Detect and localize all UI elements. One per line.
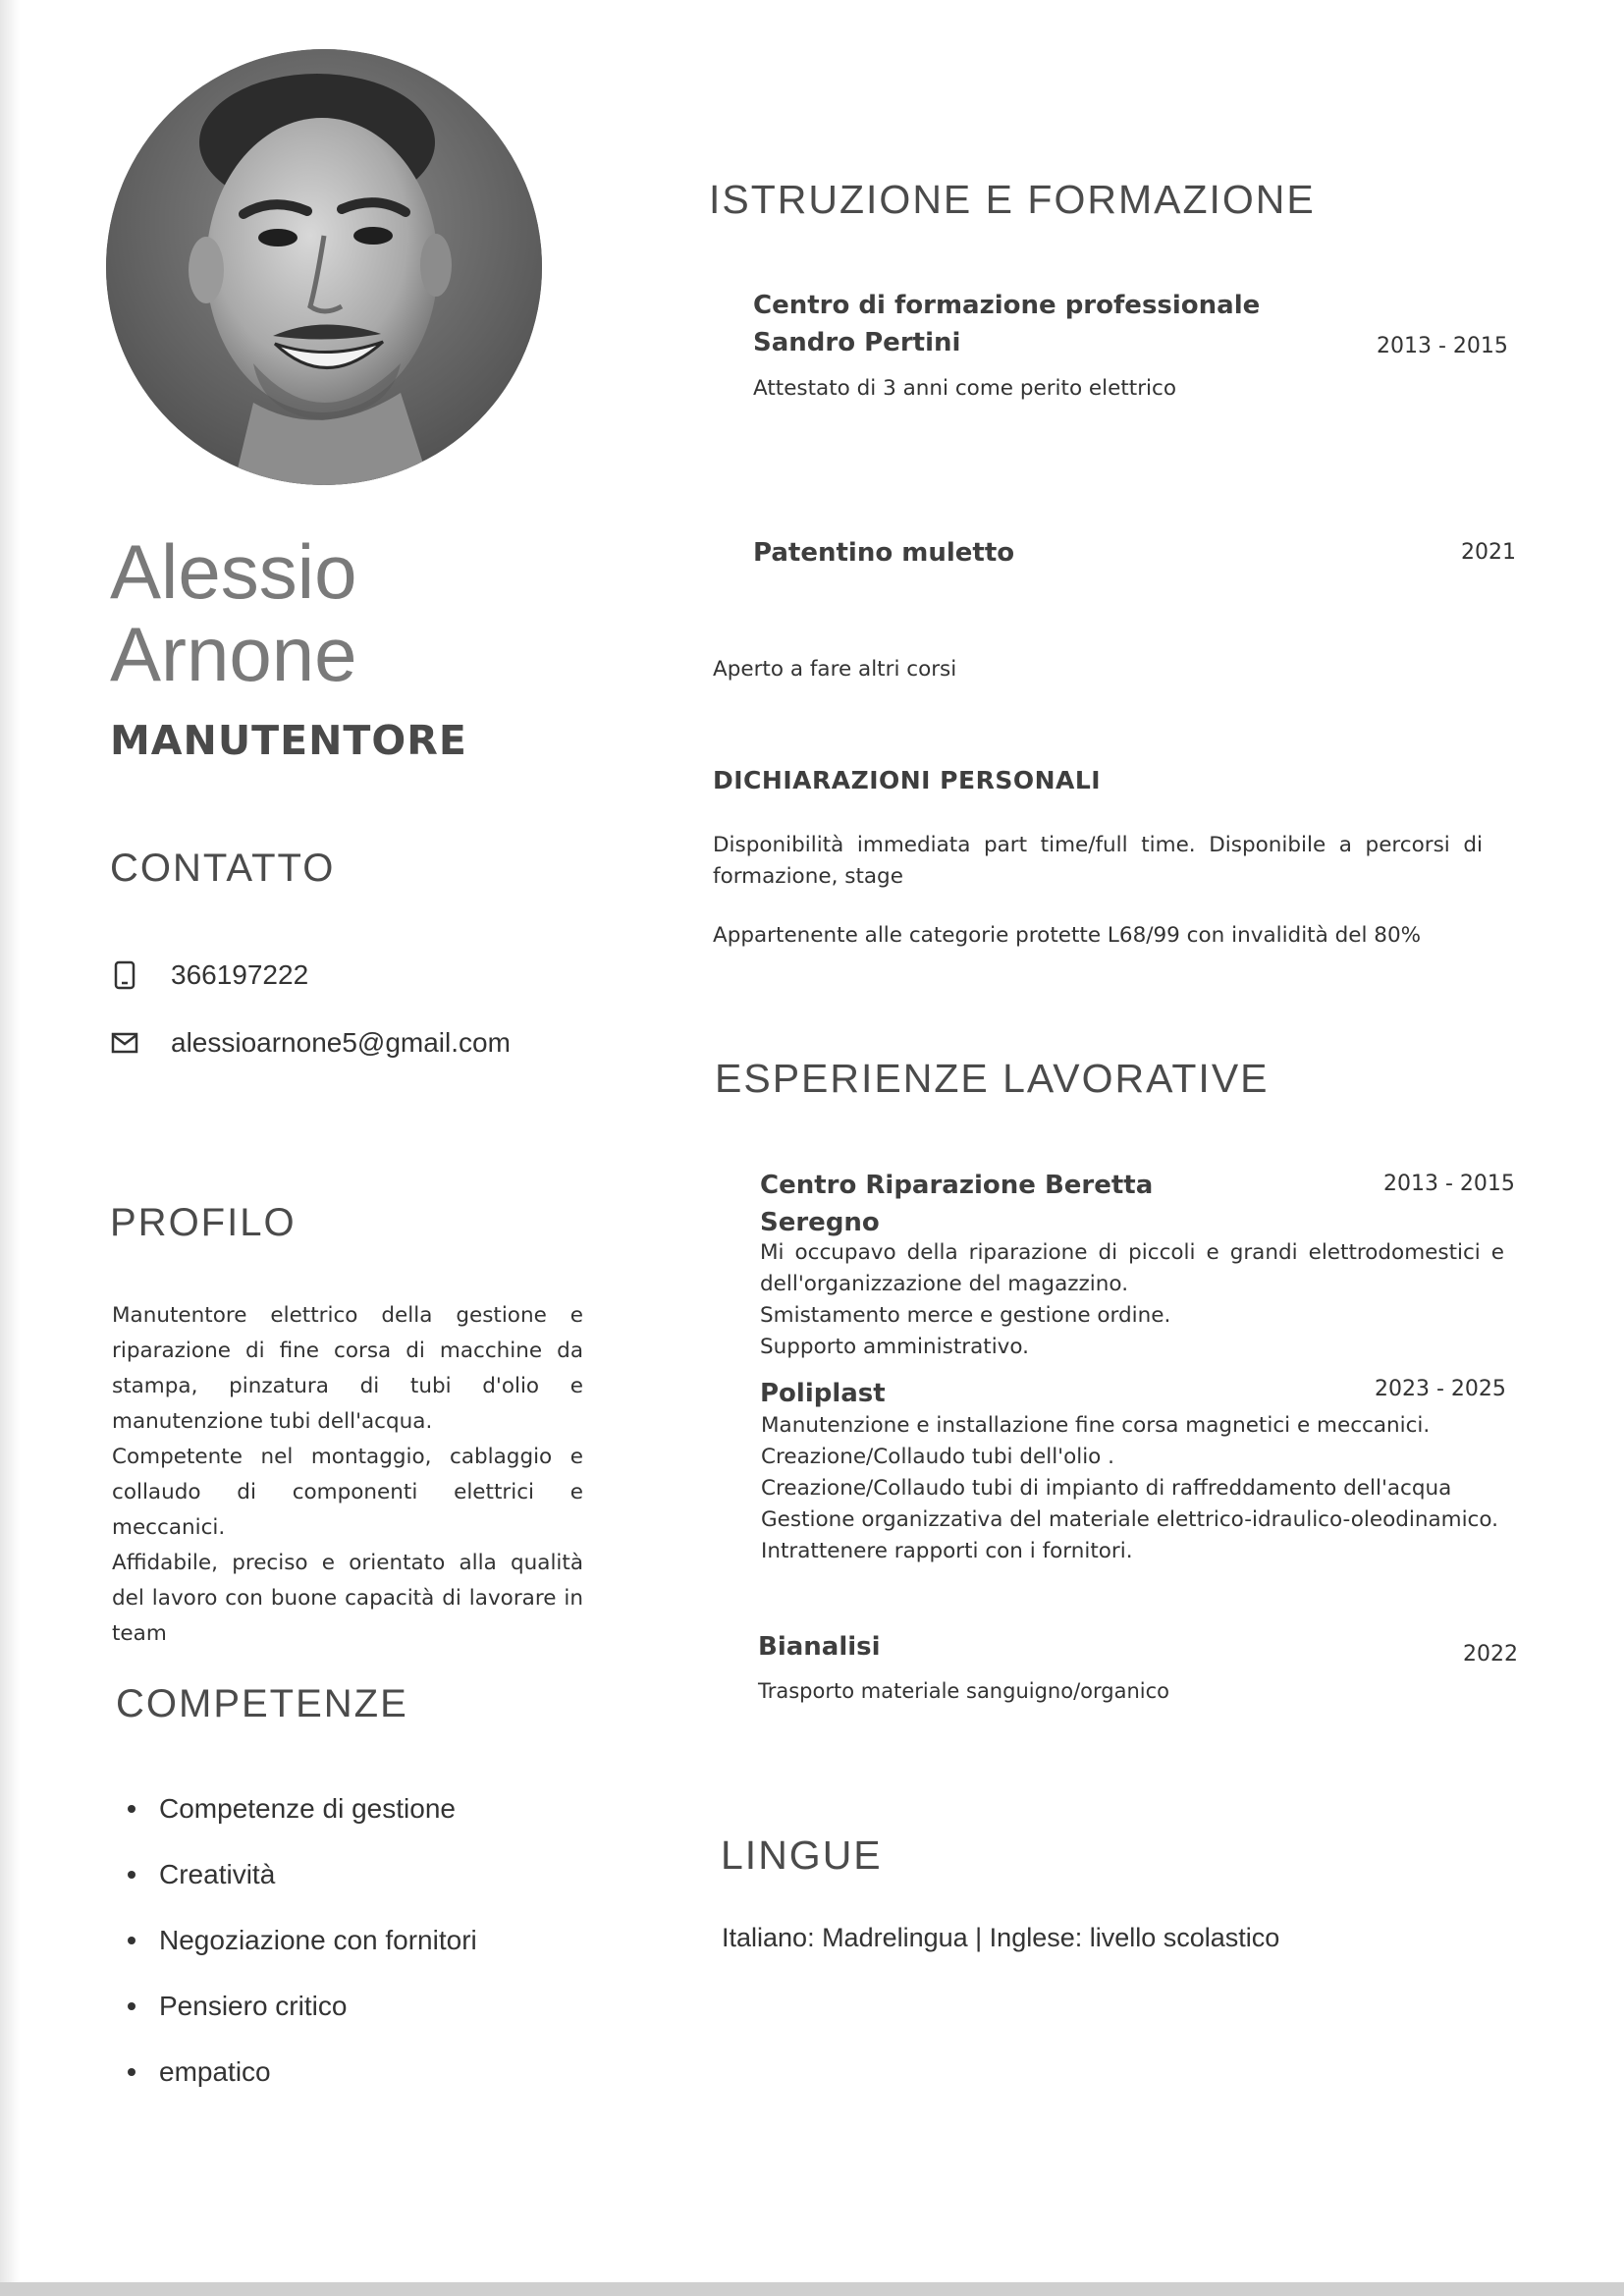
- mail-icon: [110, 1028, 139, 1058]
- entry-title: Centro di formazione professionale: [753, 291, 1261, 320]
- entry-description: Attestato di 3 anni come perito elettrico: [753, 376, 1177, 401]
- skill-item: [128, 1973, 477, 2039]
- education-note: Aperto a fare altri corsi: [713, 657, 957, 682]
- description-line: Manutenzione e installazione fine corsa magnetici e meccanici.: [761, 1413, 1431, 1438]
- bullet-icon: [128, 1937, 135, 1944]
- profile-heading: PROFILO: [110, 1201, 297, 1244]
- entry-title: Seregno: [760, 1208, 880, 1237]
- skill-item: [128, 1841, 477, 1907]
- description-line: Supporto amministrativo.: [760, 1335, 1029, 1359]
- bullet-icon: [128, 1871, 135, 1879]
- skill-label: Competenze di gestione: [159, 1792, 456, 1824]
- declarations-heading: DICHIARAZIONI PERSONALI: [713, 766, 1102, 794]
- job-title: MANUTENTORE: [110, 717, 467, 764]
- languages-text: Italiano: Madrelingua | Inglese: livello scolastico: [722, 1923, 1280, 1952]
- last-name: Arnone: [110, 611, 357, 697]
- entry-title: Centro Riparazione Beretta: [760, 1171, 1154, 1200]
- profile-paragraph: Manutentore elettrico della gestione e riparazione di fine corsa di macchine da stampa, pinzatura di tubi d'olio e manutenzione tubi dell'acqua.: [112, 1303, 583, 1434]
- declarations-text: [713, 830, 1483, 952]
- experience-heading: ESPERIENZE LAVORATIVE: [715, 1056, 1270, 1101]
- declaration-paragraph: Disponibilità immediata part time/full time. Disponibile a percorsi di formazione, stage: [713, 833, 1483, 889]
- entry-description: Trasporto materiale sanguigno/organico: [758, 1679, 1170, 1703]
- person-portrait: [106, 49, 542, 485]
- skill-label: empatico: [159, 2055, 271, 2087]
- contact-heading: CONTATTO: [110, 847, 336, 890]
- phone-row: [110, 956, 308, 995]
- entry-title: Poliplast: [760, 1379, 886, 1408]
- bullet-icon: [128, 2002, 135, 2010]
- skill-label: Creatività: [159, 1858, 276, 1889]
- skills-heading: COMPETENZE: [116, 1682, 408, 1725]
- first-name: Alessio: [110, 528, 357, 615]
- entry-years: 2023 - 2025: [1375, 1377, 1506, 1401]
- entry-title: Patentino muletto: [753, 538, 1015, 568]
- email-address[interactable]: alessioarnone5@gmail.com: [171, 1027, 511, 1058]
- description-line: Smistamento merce e gestione ordine.: [760, 1303, 1171, 1328]
- profile-paragraph: Competente nel montaggio, cablaggio e collaudo di componenti elettrici e meccanici.: [112, 1445, 583, 1540]
- description-line: Creazione/Collaudo tubi dell'olio .: [761, 1445, 1115, 1469]
- bullet-icon: [128, 1805, 135, 1813]
- entry-years: 2022: [1463, 1642, 1518, 1667]
- profile-photo: [106, 49, 542, 485]
- education-heading: ISTRUZIONE E FORMAZIONE: [709, 177, 1316, 222]
- skill-label: Negoziazione con fornitori: [159, 1924, 477, 1955]
- phone-number[interactable]: 366197222: [171, 959, 309, 990]
- languages-heading: LINGUE: [721, 1832, 883, 1878]
- scan-edge: [0, 2282, 1624, 2296]
- phone-icon: [110, 960, 139, 990]
- entry-title: Bianalisi: [758, 1632, 881, 1662]
- skill-item: [128, 2039, 477, 2105]
- entry-years: 2013 - 2015: [1383, 1172, 1515, 1196]
- entry-years: 2013 - 2015: [1377, 334, 1508, 358]
- entry-title: Sandro Pertini: [753, 328, 961, 357]
- skill-item: [128, 1776, 477, 1841]
- description-line: Creazione/Collaudo tubi di impianto di raffreddamento dell'acqua: [761, 1476, 1452, 1501]
- declaration-paragraph: Appartenente alle categorie protette L68/99 con invalidità del 80%: [713, 923, 1422, 948]
- scan-edge: [0, 0, 20, 2296]
- entry-years: 2021: [1461, 540, 1516, 565]
- skill-item: [128, 1907, 477, 1973]
- skill-label: Pensiero critico: [159, 1990, 348, 2021]
- description-line: Gestione organizzativa del materiale elettrico-idraulico-oleodinamico.: [761, 1507, 1498, 1532]
- profile-text: [112, 1298, 583, 1652]
- description-line: Intrattenere rapporti con i fornitori.: [761, 1539, 1133, 1563]
- bullet-icon: [128, 2068, 135, 2076]
- experience-entry: [760, 1167, 1153, 1241]
- person-name: [110, 530, 357, 695]
- entry-description: [760, 1237, 1504, 1363]
- skills-list: [128, 1776, 477, 2105]
- description-line: Mi occupavo della riparazione di piccoli e grandi elettrodomestici e dell'organizzazione del magazzino.: [760, 1240, 1504, 1296]
- profile-paragraph: Affidabile, preciso e orientato alla qualità del lavoro con buone capacità di lavorare in team: [112, 1551, 583, 1646]
- email-row: [110, 1023, 511, 1063]
- entry-description: [761, 1410, 1505, 1567]
